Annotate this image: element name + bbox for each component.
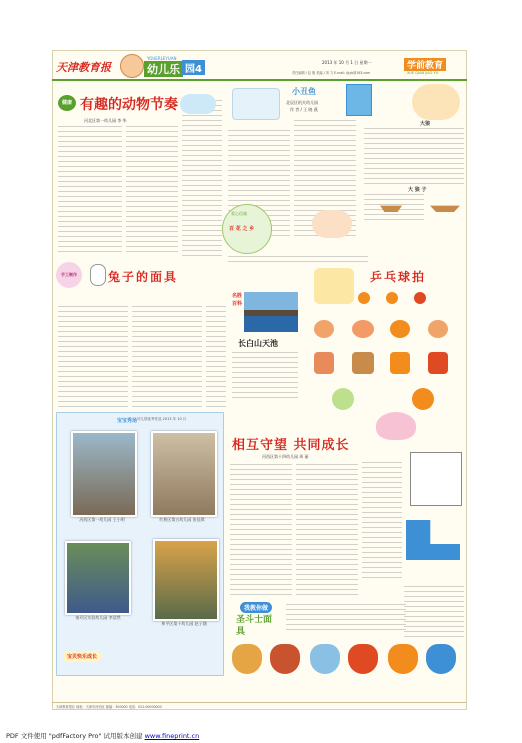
masthead bbox=[52, 50, 467, 82]
step-8 bbox=[428, 352, 448, 374]
mask-icon-5 bbox=[388, 644, 418, 674]
mask-box bbox=[230, 600, 462, 698]
mask-icon-3 bbox=[310, 644, 340, 674]
mask-body bbox=[286, 604, 406, 634]
page-footer bbox=[52, 702, 467, 711]
step-4 bbox=[428, 320, 448, 338]
mask-icon-1 bbox=[232, 644, 262, 674]
flower-box-label: 爱心信箱 bbox=[231, 211, 247, 216]
photo-3-caption: 南开区实验幼儿园 李浩然 bbox=[75, 615, 121, 620]
article1-body-col3 bbox=[182, 100, 222, 256]
photo-2 bbox=[151, 431, 217, 517]
footer-text: 天津教育报社 地址：天津市河西区 邮编：300000 电话：022-00000000 bbox=[56, 705, 162, 709]
photo-header-sub: 幼儿园优秀作品 2013 年 10 月 bbox=[137, 417, 187, 421]
section-name: 幼儿乐 bbox=[144, 61, 183, 77]
brand-label: YOUERLEYUAN bbox=[147, 56, 177, 61]
wolf-illustration bbox=[412, 84, 460, 120]
article1-byline: 河北区第一幼儿园 李 华 bbox=[84, 118, 127, 123]
photo-4-caption: 和平区第十幼儿园 赵子涵 bbox=[161, 621, 207, 626]
flower-box-title: 百 花 之 乡 bbox=[229, 226, 255, 232]
photo-3 bbox=[65, 541, 131, 615]
masthead-rule bbox=[52, 79, 467, 81]
fish-story-byline: 北辰区机关幼儿园 bbox=[286, 100, 318, 105]
article2-title: 兔子的面具 bbox=[108, 270, 179, 284]
photo-footer-tag: 宝贝快乐成长 bbox=[63, 651, 101, 662]
ball-icon-2 bbox=[386, 292, 398, 304]
scenic-body bbox=[232, 352, 298, 398]
castle-illustration bbox=[314, 268, 354, 304]
mask-icon-6 bbox=[426, 644, 456, 674]
flower-body bbox=[228, 256, 368, 264]
scenic-box bbox=[230, 290, 300, 402]
article3-byline: 河西区第十四幼儿园 周 丽 bbox=[262, 454, 309, 459]
article3-body-col3 bbox=[362, 462, 402, 582]
ball-icon-1 bbox=[358, 292, 370, 304]
article1-title: 有趣的动物节奏 bbox=[80, 97, 178, 113]
photo-4 bbox=[153, 539, 219, 621]
racket-green bbox=[332, 388, 354, 410]
step-5 bbox=[314, 352, 334, 374]
article3-title: 相互守望 共同成长 bbox=[232, 438, 350, 453]
step-7 bbox=[390, 352, 410, 374]
date-line: 2013 年 10 月 1 日 星期一 bbox=[322, 60, 372, 65]
step-2 bbox=[352, 320, 374, 338]
racket-orange bbox=[412, 388, 434, 410]
diagram-box bbox=[410, 452, 462, 506]
scenic-badge-1: 名胜 bbox=[232, 293, 243, 299]
rabbit-illustration bbox=[90, 264, 106, 286]
book-illustration bbox=[232, 88, 280, 120]
sun-illustration bbox=[180, 94, 216, 114]
article3-body-col1 bbox=[230, 464, 292, 598]
step-6 bbox=[352, 352, 374, 374]
wolf-story-title: 大狼 bbox=[420, 121, 431, 127]
pdf-notice bbox=[6, 731, 199, 740]
pingpong-title: 乒乓球拍 bbox=[370, 270, 427, 284]
mask-icon-4 bbox=[348, 644, 378, 674]
article2-header bbox=[56, 258, 216, 292]
article2-body-col3 bbox=[206, 306, 226, 408]
ball-icon-3 bbox=[414, 292, 426, 304]
mask-icon-2 bbox=[270, 644, 300, 674]
lake-photo bbox=[244, 292, 298, 332]
pdf-notice-text: PDF 文件使用 "pdfFactory Pro" 试用版本创建 bbox=[6, 732, 145, 740]
butterfly-illustration bbox=[376, 412, 416, 440]
article2-body-col1 bbox=[58, 306, 128, 408]
scenic-badge-2: 百科 bbox=[232, 301, 243, 307]
fish-book-cover bbox=[346, 84, 372, 116]
photo-1 bbox=[71, 431, 137, 517]
article3-body-col2 bbox=[296, 464, 358, 598]
article2-body-col2 bbox=[132, 306, 202, 408]
pingpong-section bbox=[312, 264, 462, 420]
right-section-title: 学前教育 bbox=[404, 58, 446, 71]
mask-box-badge: 我教你做 bbox=[240, 602, 272, 613]
article1-body-col1 bbox=[58, 126, 122, 256]
photo-2-caption: 红桥区第五幼儿园 张佳琪 bbox=[159, 517, 205, 522]
wolf-story-sub: 大 狼 子 bbox=[408, 187, 427, 193]
page-number: 园4 bbox=[182, 60, 205, 75]
photo-section bbox=[56, 412, 224, 676]
editor-line: 责任编辑 / 赵 刚 美编 / 刘 力 E-mail: tjjyb@163.com bbox=[292, 71, 371, 75]
article1-badge: 健康 bbox=[58, 95, 76, 111]
step-1 bbox=[314, 320, 334, 338]
article1-body-col2 bbox=[126, 126, 178, 256]
mascot-icon bbox=[120, 54, 144, 78]
paper-name: 天津教育报 bbox=[56, 61, 111, 74]
article2-badge: 手工制作 bbox=[56, 262, 82, 288]
scenic-title: 长白山天池 bbox=[238, 339, 278, 348]
wolf-story-body bbox=[364, 128, 464, 184]
step-3 bbox=[390, 320, 410, 338]
child-illustration bbox=[312, 210, 352, 238]
flower-box bbox=[222, 204, 272, 254]
fish-story-sub: 作 者 / 王 晓 燕 bbox=[290, 107, 318, 112]
photo-1-caption: 河西区第一幼儿园 王小明 bbox=[79, 517, 125, 522]
photo-header: 宝宝秀场 bbox=[117, 418, 138, 424]
fish-story-title: 小丑鱼 bbox=[292, 87, 316, 96]
right-section-pinyin: XUE QIAN JIAO YU bbox=[407, 71, 439, 75]
pdf-notice-link[interactable]: www.fineprint.cn bbox=[144, 732, 200, 740]
mask-box-title: 圣斗士面具 bbox=[236, 615, 273, 637]
